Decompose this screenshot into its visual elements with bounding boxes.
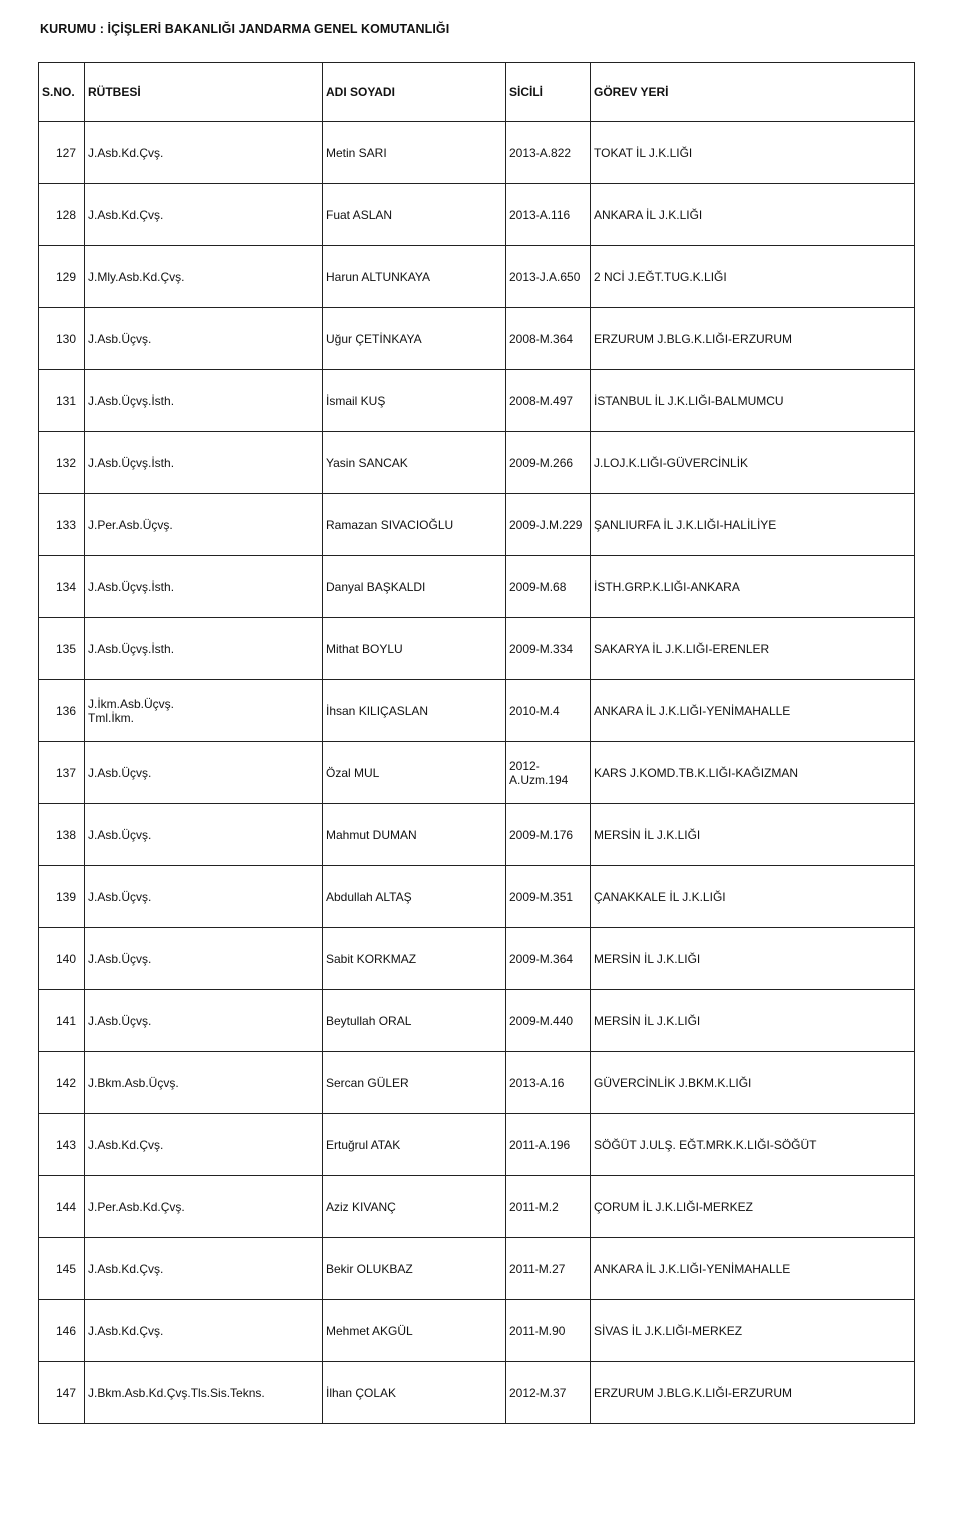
table-row — [39, 184, 915, 246]
cell-sno: 144 — [39, 1176, 85, 1238]
header-row — [39, 63, 915, 122]
cell-rank: J.Asb.Kd.Çvş. — [85, 122, 323, 184]
column-header-registry: SİCİLİ — [506, 63, 591, 122]
cell-sno: 131 — [39, 370, 85, 432]
cell-registry: 2013-J.A.650 — [506, 246, 591, 308]
cell-duty-station: MERSİN İL J.K.LIĞI — [591, 990, 915, 1052]
cell-sno: 136 — [39, 680, 85, 742]
cell-name: Uğur ÇETİNKAYA — [323, 308, 506, 370]
cell-name: Mahmut DUMAN — [323, 804, 506, 866]
cell-rank: J.Asb.Üçvş.İsth. — [85, 556, 323, 618]
cell-name: Mehmet AKGÜL — [323, 1300, 506, 1362]
cell-rank: J.İkm.Asb.Üçvş. Tml.İkm. — [85, 680, 323, 742]
cell-name: Metin SARI — [323, 122, 506, 184]
cell-rank: J.Per.Asb.Kd.Çvş. — [85, 1176, 323, 1238]
cell-rank: J.Asb.Üçvş. — [85, 804, 323, 866]
cell-duty-station: 2 NCİ J.EĞT.TUG.K.LIĞI — [591, 246, 915, 308]
cell-rank: J.Asb.Üçvş. — [85, 742, 323, 804]
table-row — [39, 742, 915, 804]
cell-duty-station: KARS J.KOMD.TB.K.LIĞI-KAĞIZMAN — [591, 742, 915, 804]
cell-sno: 132 — [39, 432, 85, 494]
cell-rank: J.Asb.Kd.Çvş. — [85, 1114, 323, 1176]
cell-sno: 141 — [39, 990, 85, 1052]
cell-registry: 2012-M.37 — [506, 1362, 591, 1424]
table-row — [39, 1300, 915, 1362]
cell-name: Özal MUL — [323, 742, 506, 804]
cell-name: Ramazan SIVACIOĞLU — [323, 494, 506, 556]
table-row — [39, 618, 915, 680]
cell-rank: J.Per.Asb.Üçvş. — [85, 494, 323, 556]
cell-name: Bekir OLUKBAZ — [323, 1238, 506, 1300]
cell-name: Sercan GÜLER — [323, 1052, 506, 1114]
table-row — [39, 1238, 915, 1300]
cell-sno: 142 — [39, 1052, 85, 1114]
cell-rank: J.Bkm.Asb.Üçvş. — [85, 1052, 323, 1114]
cell-duty-station: ÇANAKKALE İL J.K.LIĞI — [591, 866, 915, 928]
table-row — [39, 370, 915, 432]
organization-title: KURUMU : İÇİŞLERİ BAKANLIĞI JANDARMA GENEL KOMUTANLIĞI — [40, 22, 450, 36]
cell-duty-station: GÜVERCİNLİK J.BKM.K.LIĞI — [591, 1052, 915, 1114]
cell-registry: 2012- A.Uzm.194 — [506, 742, 591, 804]
cell-duty-station: MERSİN İL J.K.LIĞI — [591, 804, 915, 866]
cell-registry: 2009-M.351 — [506, 866, 591, 928]
cell-rank: J.Asb.Üçvş.İsth. — [85, 370, 323, 432]
cell-registry: 2009-M.266 — [506, 432, 591, 494]
table-row — [39, 928, 915, 990]
cell-duty-station: ŞANLIURFA İL J.K.LIĞI-HALİLİYE — [591, 494, 915, 556]
cell-sno: 145 — [39, 1238, 85, 1300]
table-row — [39, 866, 915, 928]
cell-duty-station: İSTH.GRP.K.LIĞI-ANKARA — [591, 556, 915, 618]
cell-rank: J.Asb.Kd.Çvş. — [85, 184, 323, 246]
cell-rank: J.Bkm.Asb.Kd.Çvş.Tls.Sis.Tekns. — [85, 1362, 323, 1424]
table-row — [39, 1176, 915, 1238]
cell-sno: 143 — [39, 1114, 85, 1176]
table-row — [39, 494, 915, 556]
cell-sno: 134 — [39, 556, 85, 618]
column-header-name: ADI SOYADI — [323, 63, 506, 122]
table-row — [39, 1114, 915, 1176]
cell-registry: 2009-J.M.229 — [506, 494, 591, 556]
cell-name: Danyal BAŞKALDI — [323, 556, 506, 618]
cell-registry: 2013-A.116 — [506, 184, 591, 246]
table-row — [39, 680, 915, 742]
cell-duty-station: ERZURUM J.BLG.K.LIĞI-ERZURUM — [591, 308, 915, 370]
cell-sno: 128 — [39, 184, 85, 246]
cell-name: İhsan KILIÇASLAN — [323, 680, 506, 742]
cell-sno: 133 — [39, 494, 85, 556]
cell-registry: 2009-M.176 — [506, 804, 591, 866]
table-row — [39, 246, 915, 308]
table-row — [39, 122, 915, 184]
cell-registry: 2011-M.2 — [506, 1176, 591, 1238]
cell-name: Fuat ASLAN — [323, 184, 506, 246]
cell-registry: 2013-A.16 — [506, 1052, 591, 1114]
cell-registry: 2013-A.822 — [506, 122, 591, 184]
table-row — [39, 804, 915, 866]
table-row — [39, 432, 915, 494]
cell-duty-station: SAKARYA İL J.K.LIĞI-ERENLER — [591, 618, 915, 680]
cell-duty-station: TOKAT İL J.K.LIĞI — [591, 122, 915, 184]
cell-duty-station: ANKARA İL J.K.LIĞI — [591, 184, 915, 246]
cell-registry: 2011-A.196 — [506, 1114, 591, 1176]
cell-rank: J.Asb.Üçvş. — [85, 308, 323, 370]
cell-sno: 146 — [39, 1300, 85, 1362]
table-header — [39, 63, 915, 122]
personnel-table — [38, 62, 915, 1424]
table-body — [39, 122, 915, 1424]
cell-name: Beytullah ORAL — [323, 990, 506, 1052]
cell-name: Aziz KIVANÇ — [323, 1176, 506, 1238]
cell-duty-station: ERZURUM J.BLG.K.LIĞI-ERZURUM — [591, 1362, 915, 1424]
cell-registry: 2010-M.4 — [506, 680, 591, 742]
cell-duty-station: ÇORUM İL J.K.LIĞI-MERKEZ — [591, 1176, 915, 1238]
column-header-rank: RÜTBESİ — [85, 63, 323, 122]
cell-registry: 2011-M.90 — [506, 1300, 591, 1362]
cell-name: Abdullah ALTAŞ — [323, 866, 506, 928]
cell-registry: 2009-M.68 — [506, 556, 591, 618]
cell-registry: 2009-M.440 — [506, 990, 591, 1052]
column-header-sno: S.NO. — [39, 63, 85, 122]
cell-rank: J.Asb.Üçvş. — [85, 990, 323, 1052]
cell-name: Sabit KORKMAZ — [323, 928, 506, 990]
cell-name: İsmail KUŞ — [323, 370, 506, 432]
cell-sno: 147 — [39, 1362, 85, 1424]
cell-duty-station: MERSİN İL J.K.LIĞI — [591, 928, 915, 990]
cell-name: Harun ALTUNKAYA — [323, 246, 506, 308]
cell-sno: 135 — [39, 618, 85, 680]
cell-registry: 2008-M.364 — [506, 308, 591, 370]
cell-rank: J.Asb.Kd.Çvş. — [85, 1300, 323, 1362]
column-header-duty-station: GÖREV YERİ — [591, 63, 915, 122]
cell-name: Ertuğrul ATAK — [323, 1114, 506, 1176]
cell-rank: J.Asb.Üçvş.İsth. — [85, 432, 323, 494]
cell-sno: 127 — [39, 122, 85, 184]
cell-sno: 137 — [39, 742, 85, 804]
cell-duty-station: ANKARA İL J.K.LIĞI-YENİMAHALLE — [591, 680, 915, 742]
cell-name: Mithat BOYLU — [323, 618, 506, 680]
cell-registry: 2011-M.27 — [506, 1238, 591, 1300]
cell-duty-station: SİVAS İL J.K.LIĞI-MERKEZ — [591, 1300, 915, 1362]
cell-duty-station: J.LOJ.K.LIĞI-GÜVERCİNLİK — [591, 432, 915, 494]
cell-sno: 130 — [39, 308, 85, 370]
cell-duty-station: SÖĞÜT J.ULŞ. EĞT.MRK.K.LIĞI-SÖĞÜT — [591, 1114, 915, 1176]
cell-rank: J.Mly.Asb.Kd.Çvş. — [85, 246, 323, 308]
cell-sno: 140 — [39, 928, 85, 990]
table-row — [39, 308, 915, 370]
cell-duty-station: İSTANBUL İL J.K.LIĞI-BALMUMCU — [591, 370, 915, 432]
cell-sno: 139 — [39, 866, 85, 928]
cell-rank: J.Asb.Üçvş. — [85, 866, 323, 928]
cell-registry: 2008-M.497 — [506, 370, 591, 432]
cell-name: İlhan ÇOLAK — [323, 1362, 506, 1424]
cell-registry: 2009-M.334 — [506, 618, 591, 680]
cell-name: Yasin SANCAK — [323, 432, 506, 494]
table-row — [39, 556, 915, 618]
cell-registry: 2009-M.364 — [506, 928, 591, 990]
cell-sno: 138 — [39, 804, 85, 866]
table-row — [39, 990, 915, 1052]
cell-sno: 129 — [39, 246, 85, 308]
cell-rank: J.Asb.Üçvş.İsth. — [85, 618, 323, 680]
cell-duty-station: ANKARA İL J.K.LIĞI-YENİMAHALLE — [591, 1238, 915, 1300]
cell-rank: J.Asb.Üçvş. — [85, 928, 323, 990]
table-row — [39, 1362, 915, 1424]
table-row — [39, 1052, 915, 1114]
cell-rank: J.Asb.Kd.Çvş. — [85, 1238, 323, 1300]
